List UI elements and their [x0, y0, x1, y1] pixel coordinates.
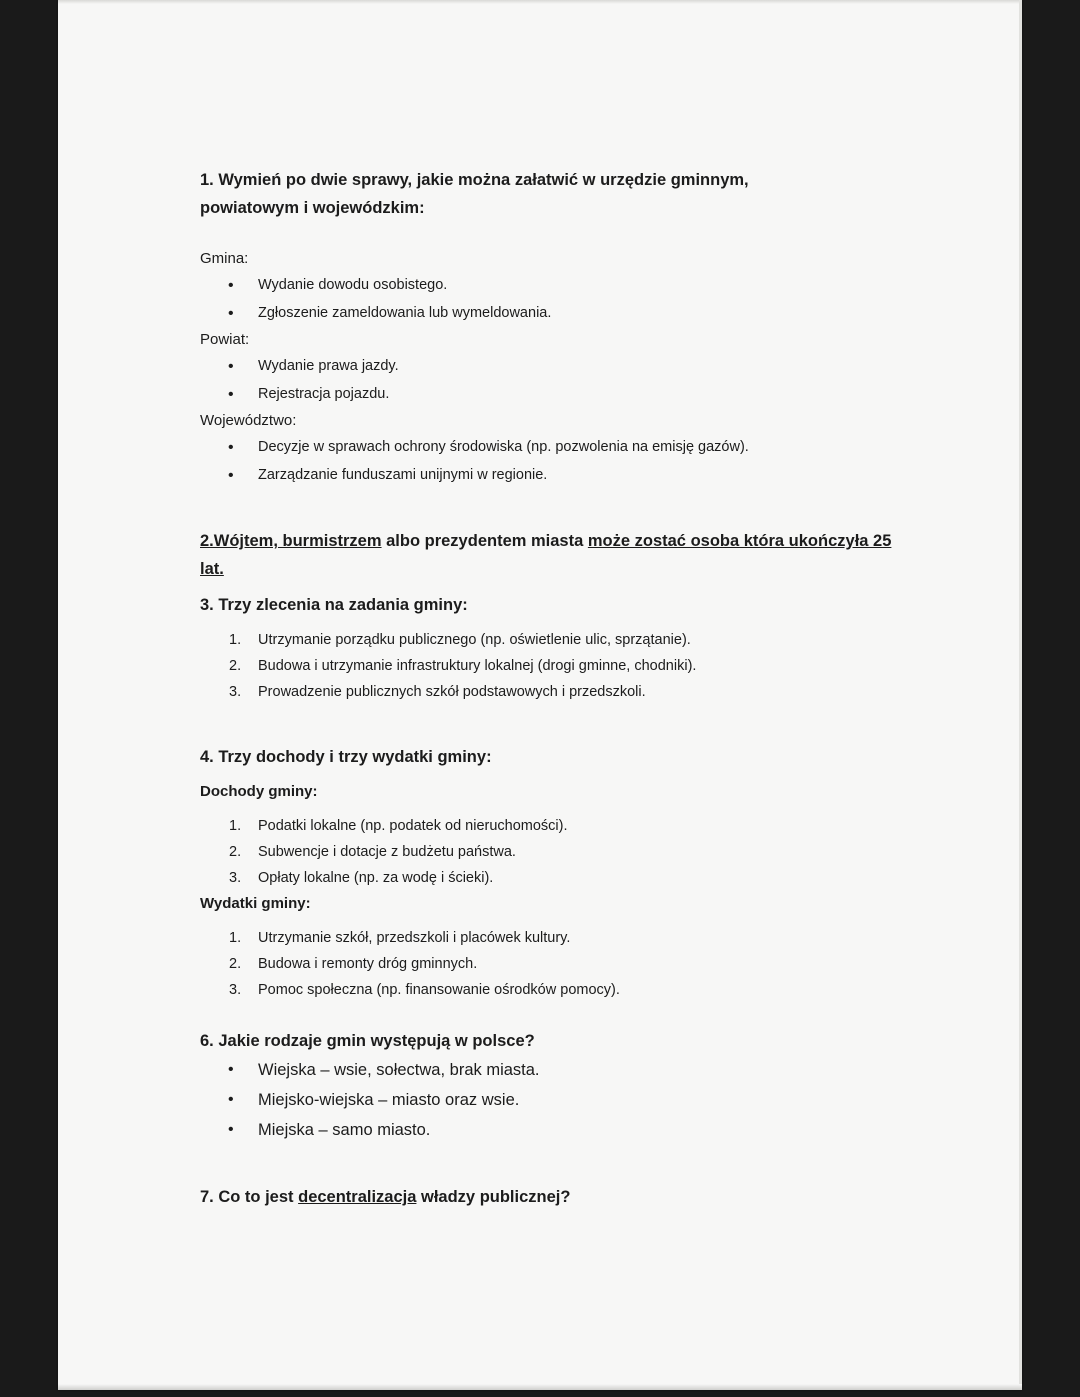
wydatki-label: Wydatki gminy: — [200, 895, 311, 912]
page-bottom-edge — [58, 1384, 1022, 1390]
list-number: 3. — [229, 684, 242, 700]
document-content — [200, 166, 900, 1211]
dochody-list — [200, 813, 900, 891]
list-item: • Wydanie dowodu osobistego. — [200, 272, 900, 300]
list-item — [200, 813, 900, 839]
list-number: 1. — [229, 818, 242, 834]
list-item: • Wydanie prawa jazdy. — [200, 353, 900, 381]
list-item-text: Opłaty lokalne (np. za wodę i ścieki). — [258, 870, 494, 886]
question-2-middle: albo prezydentem miasta — [381, 532, 588, 550]
list-item-text: Budowa i remonty dróg gminnych. — [258, 956, 478, 972]
list-number: 1. — [229, 632, 242, 648]
question-1 — [200, 166, 900, 489]
list-item — [200, 627, 900, 653]
list-item: • Wiejska – wsie, sołectwa, brak miasta. — [200, 1055, 900, 1085]
question-3-list — [200, 627, 900, 705]
question-6 — [200, 1027, 900, 1145]
question-2-answer: może zostać osoba która ukończyła 25 — [587, 532, 892, 550]
list-item — [200, 839, 900, 865]
list-item: • Miejska – samo miasto. — [200, 1115, 900, 1145]
list-item — [200, 925, 900, 951]
wojewodztwo-label: Województwo: — [200, 412, 297, 429]
wydatki-list — [200, 925, 900, 1003]
list-item-text: Prowadzenie publicznych szkół podstawowych i przedszkoli. — [258, 684, 646, 700]
list-item: • Miejsko-wiejska – miasto oraz wsie. — [200, 1085, 900, 1115]
question-3 — [200, 591, 900, 705]
question-3-title: 3. Trzy zlecenia na zadania gminy: — [200, 596, 468, 614]
list-item: • Decyzje w sprawach ochrony środowiska (np. pozwolenia na emisję gazów). — [200, 434, 900, 462]
list-item-text: Utrzymanie porządku publicznego (np. oświetlenie ulic, sprzątanie). — [258, 632, 691, 648]
list-number: 2. — [229, 844, 242, 860]
question-7-prefix: 7. Co to jest — [200, 1188, 299, 1206]
page-right-edge — [1019, 0, 1022, 1390]
question-1-title-line2: powiatowym i wojewódzkim: — [200, 199, 425, 217]
list-number: 3. — [229, 870, 242, 886]
list-number: 2. — [229, 956, 242, 972]
list-number: 1. — [229, 930, 242, 946]
wojewodztwo-list — [200, 434, 900, 489]
question-4 — [200, 743, 900, 1003]
list-item — [200, 865, 900, 891]
document-page — [58, 0, 1022, 1390]
gmina-label: Gmina: — [200, 250, 249, 267]
question-7-text — [200, 1183, 900, 1211]
question-7 — [200, 1183, 900, 1211]
question-7-keyword: decentralizacja — [298, 1188, 417, 1206]
list-item — [200, 653, 900, 679]
list-item: • Zgłoszenie zameldowania lub wymeldowania. — [200, 300, 900, 328]
list-item-text: Podatki lokalne (np. podatek od nieruchomości). — [258, 818, 568, 834]
list-item — [200, 977, 900, 1003]
powiat-list — [200, 353, 900, 408]
question-1-title-line1: 1. Wymień po dwie sprawy, jakie można załatwić w urzędzie gminnym, — [200, 171, 749, 189]
list-item: • Rejestracja pojazdu. — [200, 381, 900, 409]
list-number: 3. — [229, 982, 242, 998]
question-7-suffix: władzy publicznej? — [416, 1188, 571, 1206]
question-4-title: 4. Trzy dochody i trzy wydatki gminy: — [200, 748, 492, 766]
question-2 — [200, 527, 900, 583]
page-top-edge — [58, 0, 1022, 4]
list-item-text: Subwencje i dotacje z budżetu państwa. — [258, 844, 516, 860]
question-2-text — [200, 527, 900, 555]
question-2-answer-end: lat. — [200, 560, 224, 578]
gmina-list — [200, 272, 900, 327]
question-6-list — [200, 1055, 900, 1145]
list-number: 2. — [229, 658, 242, 674]
list-item: • Zarządzanie funduszami unijnymi w regionie. — [200, 462, 900, 490]
dochody-label: Dochody gminy: — [200, 783, 318, 800]
list-item — [200, 951, 900, 977]
powiat-label: Powiat: — [200, 331, 250, 348]
list-item-text: Utrzymanie szkół, przedszkoli i placówek kultury. — [258, 930, 571, 946]
list-item — [200, 679, 900, 705]
list-item-text: Budowa i utrzymanie infrastruktury lokalnej (drogi gminne, chodniki). — [258, 658, 697, 674]
question-6-title: 6. Jakie rodzaje gmin występują w polsce? — [200, 1032, 535, 1050]
question-2-prefix: 2.Wójtem, burmistrzem — [200, 532, 382, 550]
list-item-text: Pomoc społeczna (np. finansowanie ośrodków pomocy). — [258, 982, 620, 998]
